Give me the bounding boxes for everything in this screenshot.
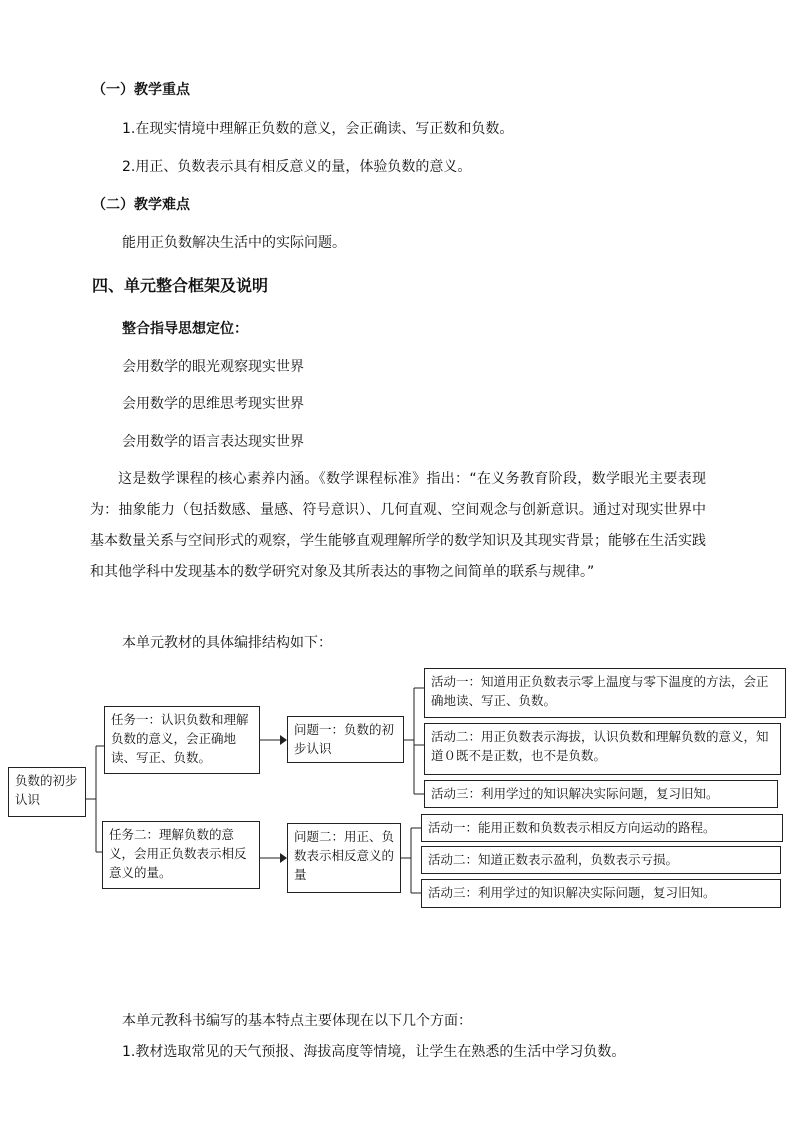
activity-2-2-node: 活动二：知道正数表示盈利，负数表示亏损。 (421, 846, 781, 874)
features-item-1: 1.教材选取常见的天气预报、海拔高度等情境，让学生在熟悉的生活中学习负数。 (122, 1044, 626, 1060)
arrow-head-icon (280, 735, 287, 745)
difficulty-text: 能用正负数解决生活中的实际问题。 (122, 235, 346, 251)
arrow-head-icon (280, 853, 287, 863)
activity-1-1-node: 活动一：知道用正负数表示零上温度与零下温度的方法，会正确地读、写正、负数。 (424, 668, 786, 718)
question-1-node: 问题一：负数的初步认识 (287, 716, 404, 763)
activity-2-3-node: 活动三：利用学过的知识解决实际问题，复习旧知。 (421, 879, 781, 908)
core-literacy-paragraph: 这是数学课程的核心素养内涵。《数学课程标准》指出：“在义务教育阶段，数学眼光主要表现为：抽象能力（包括数感、量感、符号意识）、几何直观、空间观念与创新意识。通过对现实世界中基本数量关系与空间形式的观察，学生能够直观理解所学的数学知识及其现实背景；能够在生活实践和其他学科中发现基本的数学研究对象及其所表达的事物之间简单的联系与规律。” (90, 471, 706, 580)
guide-line-3: 会用数学的语言表达现实世界 (122, 434, 304, 450)
teaching-focus-heading: （一）教学重点 (92, 82, 190, 98)
activity-1-3-node: 活动三：利用学过的知识解决实际问题，复习旧知。 (424, 780, 778, 808)
activity-2-1-node: 活动一：能用正数和负数表示相反方向运动的路程。 (421, 814, 783, 842)
root-node: 负数的初步认识 (8, 767, 86, 817)
task-1-node: 任务一：认识负数和理解负数的意义，会正确地读、写正、负数。 (104, 706, 260, 774)
activity-1-2-node: 活动二：用正负数表示海拔，认识负数和理解负数的意义，知道０既不是正数，也不是负数。 (424, 723, 781, 775)
guide-line-1: 会用数学的眼光观察现实世界 (122, 359, 304, 375)
question-2-node: 问题二：用正、负数表示相反意义的量 (287, 823, 401, 893)
features-intro: 本单元教科书编写的基本特点主要体现在以下几个方面： (122, 1013, 472, 1029)
teaching-difficulty-heading: （二）教学难点 (92, 197, 190, 213)
task-2-node: 任务二：理解负数的意义，会用正负数表示相反意义的量。 (102, 821, 260, 889)
focus-item-2: 2.用正、负数表示具有相反意义的量，体验负数的意义。 (122, 159, 472, 175)
section-4-heading: 四、单元整合框架及说明 (92, 276, 269, 295)
guide-line-2: 会用数学的思维思考现实世界 (122, 396, 304, 412)
guide-heading: 整合指导思想定位： (122, 321, 248, 337)
structure-intro: 本单元教材的具体编排结构如下： (122, 635, 332, 651)
focus-item-1: 1.在现实情境中理解正负数的意义，会正确读、写正数和负数。 (122, 121, 514, 137)
